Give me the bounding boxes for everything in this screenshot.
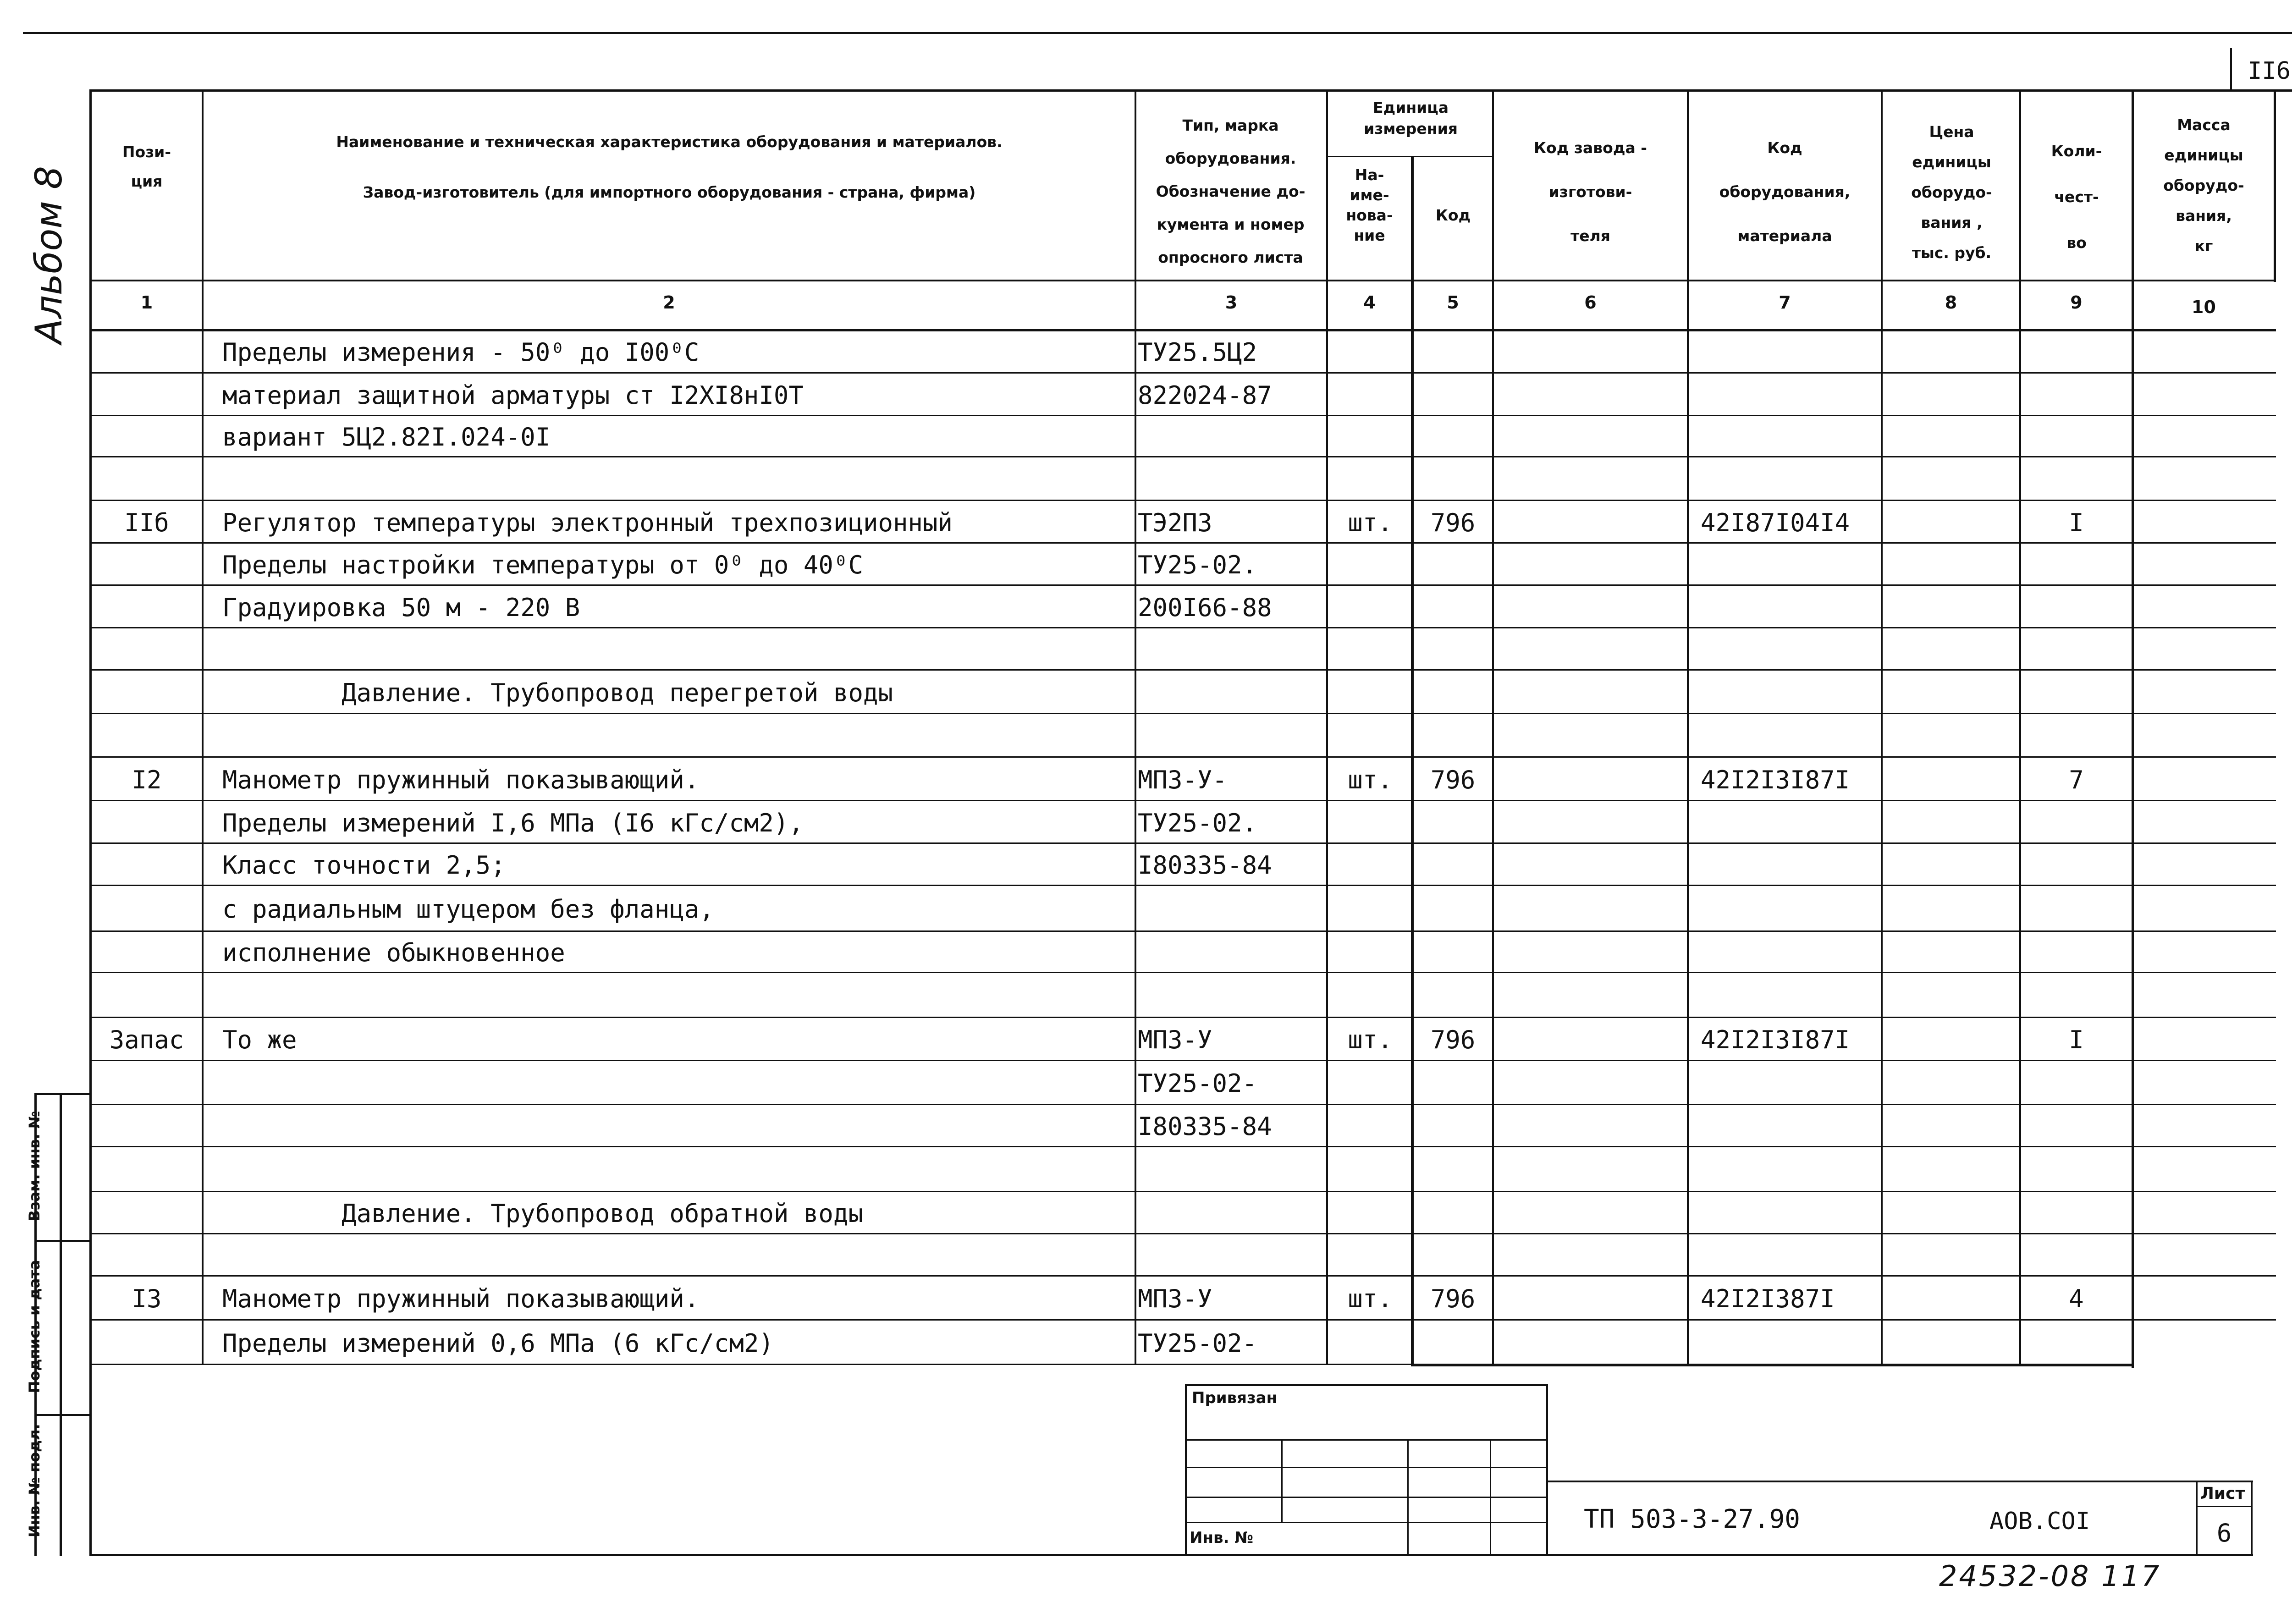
- row-separator: [89, 1275, 2276, 1277]
- cell-type: I80335-84: [1138, 851, 1272, 880]
- sheet-number: 6: [2216, 1519, 2232, 1547]
- row-separator: [89, 1146, 2276, 1147]
- row-separator: [89, 1104, 2276, 1105]
- cell-unit-code: 796: [1430, 1025, 1476, 1054]
- cell-unit-code: 796: [1430, 1284, 1476, 1313]
- cell-quantity: I: [2069, 1025, 2084, 1054]
- cell-name: с радиальным штуцером без фланца,: [222, 895, 714, 924]
- cell-type: I80335-84: [1138, 1112, 1272, 1141]
- col-number-7: 7: [1779, 292, 1791, 313]
- archive-number: 24532-08 117: [1939, 1559, 2161, 1593]
- row-separator: [89, 885, 2276, 886]
- cell-position: Запас: [109, 1025, 184, 1054]
- header-unit: Единица измерения: [1364, 99, 1458, 138]
- document-code: ТП 503-3-27.90: [1584, 1504, 1801, 1534]
- col-number-5: 5: [1447, 292, 1459, 313]
- col-number-1: 1: [140, 292, 153, 313]
- header-manufacturer: Завод-изготовитель (для импортного оборудования - страна, фирма): [363, 183, 976, 201]
- row-separator: [89, 500, 2276, 501]
- header-price: Цена единицы оборудо- вания , тыс. руб.: [1911, 123, 1992, 262]
- header-factory-code: Код завода - изготови- теля: [1534, 139, 1647, 245]
- cell-type: ТУ25-02.: [1138, 809, 1257, 837]
- cell-type: ТЭ2П3: [1138, 508, 1212, 537]
- row-separator: [89, 1017, 2276, 1018]
- cell-quantity: 7: [2069, 765, 2084, 794]
- header-name: Наименование и техническая характеристика оборудования и материалов.: [336, 133, 1003, 151]
- header-mass: Масса единицы оборудо- вания, кг: [2163, 116, 2244, 255]
- cell-name: Давление. Трубопровод перегретой воды: [222, 678, 893, 707]
- row-separator: [89, 669, 2276, 671]
- cell-position: I3: [132, 1284, 162, 1313]
- header-position: Пози- ция: [122, 143, 171, 190]
- row-separator: [89, 842, 2276, 844]
- cell-name: То же: [222, 1025, 297, 1054]
- row-separator: [89, 415, 2276, 416]
- cell-name: материал защитной арматуры ст I2XI8нI0T: [222, 381, 804, 410]
- row-separator: [89, 627, 2276, 628]
- page-number: II6: [2248, 57, 2291, 85]
- cell-name: Манометр пружинный показывающий.: [222, 1284, 700, 1313]
- cell-unit-code: 796: [1430, 508, 1476, 537]
- header-unit-name: На- име- нова- ние: [1346, 166, 1393, 244]
- row-separator: [89, 584, 2276, 586]
- bound-label: Привязан: [1192, 1389, 1278, 1407]
- cell-equipment-code: 42I2I3I87I: [1701, 765, 1850, 794]
- cell-name: Давление. Трубопровод обратной воды: [222, 1199, 863, 1228]
- header-unit-code: Код: [1435, 206, 1471, 224]
- row-separator: [89, 756, 2276, 758]
- row-separator: [89, 456, 2276, 457]
- row-separator: [89, 930, 2276, 932]
- cell-type: 822024-87: [1138, 381, 1272, 410]
- margin-inv-replaced: Взам. инв. №: [26, 1111, 43, 1222]
- cell-unit-code: 796: [1430, 765, 1476, 794]
- cell-type: МП3-У-: [1138, 765, 1228, 794]
- cell-name: Класс точности 2,5;: [222, 851, 506, 880]
- cell-unit-name: шт.: [1348, 1025, 1393, 1054]
- cell-name: вариант 5Ц2.82I.024-0I: [222, 423, 551, 451]
- cell-equipment-code: 42I2I3I87I: [1701, 1025, 1850, 1054]
- cell-type: 200I66-88: [1138, 593, 1272, 622]
- cell-name: Градуировка 50 м - 220 В: [222, 593, 580, 622]
- col-number-6: 6: [1584, 292, 1597, 313]
- row-separator: [89, 372, 2276, 374]
- col-number-8: 8: [1945, 292, 1957, 313]
- cell-name: Манометр пружинный показывающий.: [222, 765, 700, 794]
- cell-unit-name: шт.: [1348, 1284, 1393, 1313]
- cell-type: ТУ25-02.: [1138, 551, 1257, 579]
- inv-label: Инв. №: [1190, 1529, 1254, 1547]
- cell-name: исполнение обыкновенное: [222, 938, 565, 967]
- col-number-3: 3: [1225, 292, 1238, 313]
- col-number-4: 4: [1363, 292, 1376, 313]
- cell-position: IIб: [124, 508, 169, 537]
- cell-type: ТУ25-02-: [1138, 1069, 1257, 1098]
- cell-type: МП3-У: [1138, 1025, 1212, 1054]
- cell-equipment-code: 42I2I387I: [1701, 1284, 1835, 1313]
- cell-position: I2: [132, 765, 162, 794]
- cell-type: ТУ25.5Ц2: [1138, 338, 1257, 367]
- cell-name: Регулятор температуры электронный трехпозиционный: [222, 508, 953, 537]
- col-number-9: 9: [2070, 292, 2083, 313]
- margin-inv-original: Инв. № подл.: [26, 1424, 43, 1537]
- cell-quantity: 4: [2069, 1284, 2084, 1313]
- cell-name: Пределы настройки температуры от 0⁰ до 40⁰С: [222, 551, 863, 579]
- row-separator: [89, 800, 2276, 801]
- row-separator: [89, 1233, 2276, 1234]
- cell-type: ТУ25-02-: [1138, 1329, 1257, 1358]
- row-separator: [89, 1191, 2276, 1192]
- row-separator: [89, 542, 2276, 544]
- frame-bottom-border: [89, 1554, 2253, 1556]
- header-equipment-code: Код оборудования, материала: [1719, 139, 1851, 245]
- set-code: АОВ.СОI: [1989, 1508, 2090, 1535]
- cell-name: Пределы измерений I,6 МПа (I6 кГс/см2),: [222, 809, 804, 837]
- cell-unit-name: шт.: [1348, 508, 1393, 537]
- margin-sign-date: Подпись и дата: [26, 1260, 43, 1393]
- row-separator: [89, 1060, 2276, 1061]
- cell-quantity: I: [2069, 508, 2084, 537]
- cell-name: Пределы измерения - 50⁰ до I00⁰С: [222, 338, 700, 367]
- row-separator: [89, 713, 2276, 714]
- cell-type: МП3-У: [1138, 1284, 1212, 1313]
- col-number-10: 10: [2192, 297, 2216, 317]
- table-top-border: [89, 89, 2292, 92]
- album-label: Альбом 8: [28, 166, 70, 344]
- cell-name: Пределы измерений 0,6 МПа (6 кГс/см2): [222, 1329, 774, 1358]
- sheet-label: Лист: [2200, 1484, 2245, 1503]
- cell-unit-name: шт.: [1348, 765, 1393, 794]
- header-quantity: Коли- чест- во: [2051, 142, 2102, 252]
- col-number-2: 2: [663, 292, 675, 313]
- row-separator: [89, 972, 2276, 973]
- row-separator: [89, 1319, 2276, 1321]
- cell-equipment-code: 42I87I04I4: [1701, 508, 1850, 537]
- header-type: Тип, марка оборудования. Обозначение до- кумента и номер опросного листа: [1156, 116, 1306, 266]
